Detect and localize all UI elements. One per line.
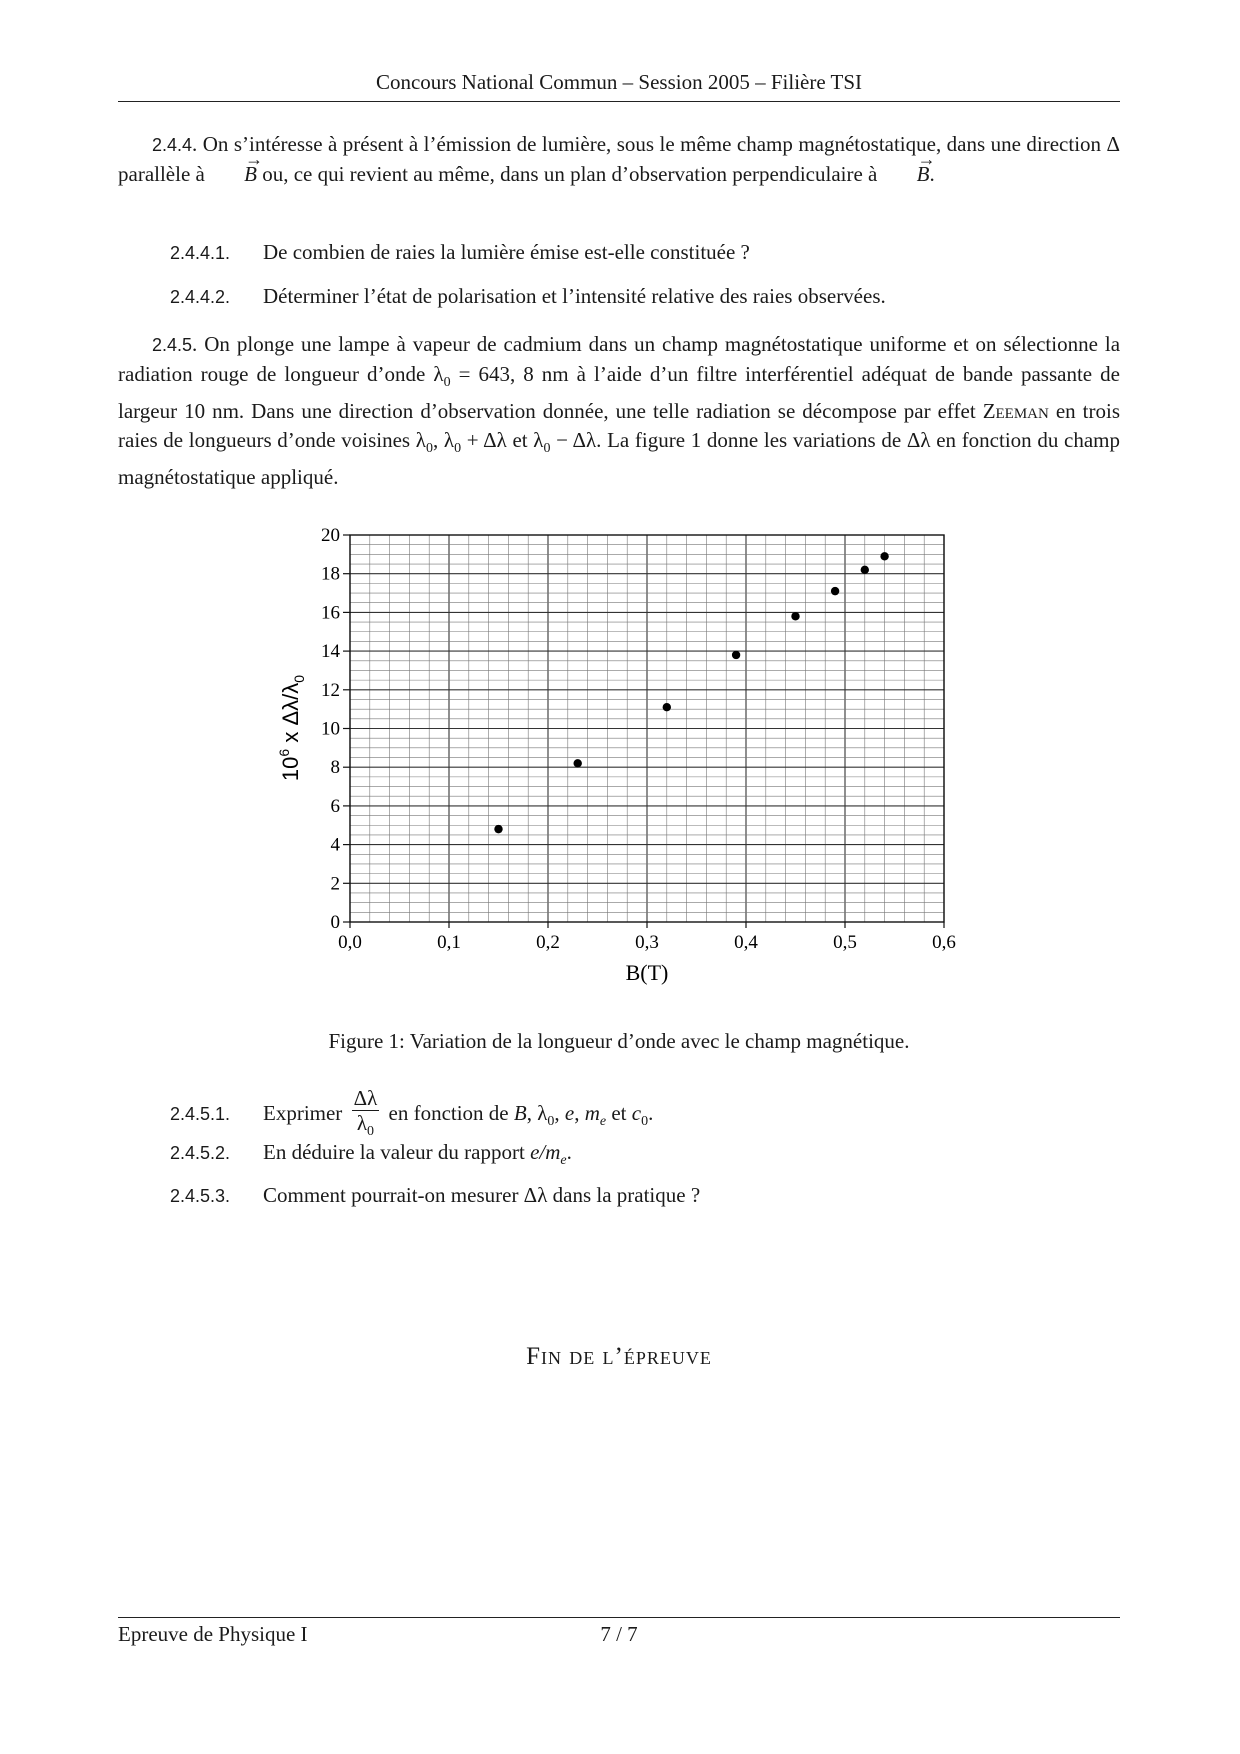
question-2-4-5-3 xyxy=(170,1181,1120,1210)
subscript: 0 xyxy=(443,374,451,390)
wavelength-value: = 643, 8 nm xyxy=(450,361,569,386)
period: . xyxy=(929,161,935,186)
period: . xyxy=(648,1100,654,1125)
question-text-a: On plonge une lampe à vapeur de cadmium dans un champ magnétostatique uniforme et on sélectionne la radiation rouge de longueur d’onde λ xyxy=(118,332,1121,386)
data-point xyxy=(663,703,671,711)
question-2-4-4-1 xyxy=(170,238,1120,267)
question-text-d: , λ xyxy=(432,427,455,452)
fraction-numerator: Δλ xyxy=(353,1086,378,1110)
y-tick-labels xyxy=(321,525,341,933)
x-tick-label: 0,0 xyxy=(338,932,362,953)
symbol-b: B xyxy=(513,1100,527,1125)
vector-b: → B xyxy=(210,160,257,189)
data-point xyxy=(831,587,839,595)
question-text: Comment pourrait-on mesurer Δλ dans la pratique ? xyxy=(263,1183,701,1207)
y-tick-label: 18 xyxy=(321,563,340,585)
separator: et xyxy=(606,1100,632,1125)
x-tick-label: 0,4 xyxy=(734,932,758,953)
question-number: 2.4.4.2. xyxy=(170,287,231,307)
question-2-4-5: 2.4.5. On plonge une lampe à vapeur de cadmium dans un champ magnétostatique uniforme et on sélectionne la radiation rouge de longueur d’onde $\lambda_0 = 643$, 8 nm à l’aide d’un filtre interférentiel adéquat de bande passante de largeur 10 nm. Dans une direction d’observation donnée, une telle radiation se décompose par effet Zeeman en trois raies de longueurs d’onde voisines $\lambda_0$, $\lambda_0 + \Delta\lambda$ et $\lambda_0 - \Delta\lambda$. La figure 1 donne les variations de Δλ en fonction du champ magnétostatique appliqué. xyxy=(118,332,1121,490)
question-text-b: en fonction de xyxy=(383,1100,514,1125)
subscript: 0 xyxy=(454,440,462,456)
separator: , xyxy=(574,1100,585,1125)
y-tick-label: 2 xyxy=(330,873,340,895)
symbol-e: e xyxy=(564,1100,575,1125)
question-2-4-5-2 xyxy=(170,1138,1120,1175)
footer-rule xyxy=(118,1617,1120,1618)
question-text-c: en trois raies de longueurs d’onde voisines λ xyxy=(118,399,1121,452)
question-text-a: Exprimer xyxy=(263,1100,343,1125)
x-tick-label: 0,6 xyxy=(932,932,956,953)
y-tick-label: 20 xyxy=(321,525,340,546)
question-text-b: à l’aide d’un filtre interférentiel adéquat de bande passante de largeur 10 nm. Dans une direction d’observation donnée, une telle radiation se décompose par effet xyxy=(118,361,1120,424)
subscript: 0 xyxy=(425,440,433,456)
period: . xyxy=(566,1140,572,1164)
question-text-f: − Δλ. La figure 1 donne les variations de Δλ en fonction du champ magnétostatique appliqué. xyxy=(118,427,1120,490)
separator: , xyxy=(554,1100,565,1125)
question-text: Déterminer l’état de polarisation et l’intensité relative des raies observées. xyxy=(263,284,886,308)
symbol-m: m xyxy=(584,1100,600,1125)
data-point xyxy=(732,651,740,659)
data-point xyxy=(494,825,502,833)
x-tick-label: 0,3 xyxy=(635,932,659,953)
page-header: Concours National Commun – Session 2005 – Filière TSI xyxy=(375,70,863,94)
subscript: e xyxy=(560,1153,567,1169)
x-tick-labels xyxy=(338,932,956,953)
subscript: 0 xyxy=(547,1114,555,1130)
x-tick-label: 0,1 xyxy=(437,932,461,953)
y-tick-label: 4 xyxy=(330,834,340,856)
y-tick-label: 10 xyxy=(321,718,340,740)
question-text-a: On s’intéresse à présent à l’émission de lumière, sous le même champ magnétostatique, dans une direction Δ parallèle à xyxy=(118,132,1120,186)
question-2-4-4: 2.4.4. On s’intéresse à présent à l’émission de lumière, sous le même champ magnétostatique, dans une direction Δ parallèle à → B ou, ce qui revient au même, dans un plan d’observation perpendiculaire à → B. xyxy=(118,130,1120,188)
vector-b: → B xyxy=(883,160,930,189)
end-title: Fin de l’épreuve xyxy=(526,1343,712,1370)
question-number: 2.4.5.1. xyxy=(170,1103,231,1124)
footer-exam-name: Epreuve de Physique I xyxy=(118,1622,308,1646)
chart-grid xyxy=(350,535,944,922)
question-text-b: ou, ce qui revient au même, dans un plan d’observation perpendiculaire à xyxy=(256,161,883,186)
subscript: e xyxy=(599,1114,607,1130)
question-number: 2.4.5.3. xyxy=(170,1186,231,1206)
data-point xyxy=(861,566,869,574)
data-point xyxy=(574,759,582,767)
question-text: De combien de raies la lumière émise est-elle constituée ? xyxy=(263,240,750,264)
data-point xyxy=(880,552,888,560)
data-point xyxy=(791,612,799,620)
question-number: 2.4.4.1. xyxy=(170,243,231,263)
zeeman-chart xyxy=(260,520,980,1000)
footer-page-number: 7 / 7 xyxy=(600,1622,638,1646)
question-number: 2.4.5 xyxy=(152,335,193,355)
data-points xyxy=(494,552,889,833)
y-tick-label: 16 xyxy=(321,602,340,624)
subscript: 0 xyxy=(543,440,551,456)
y-tick-label: 6 xyxy=(330,795,340,817)
y-tick-label: 0 xyxy=(330,912,340,933)
question-text: En déduire la valeur du rapport xyxy=(263,1140,531,1164)
fraction-denominator: $\lambda_0$ xyxy=(356,1111,374,1140)
header-rule xyxy=(118,101,1120,102)
fraction-delta-lambda xyxy=(352,1086,380,1144)
question-2-4-4-2 xyxy=(170,282,1120,311)
y-tick-label: 12 xyxy=(321,679,340,701)
question-text-e: + Δλ et λ xyxy=(461,427,544,452)
y-tick-label: 8 xyxy=(330,757,340,779)
question-number: 2.4.5.2. xyxy=(170,1143,231,1163)
question-number: 2.4.4 xyxy=(152,135,193,155)
x-axis-label: B(T) xyxy=(625,960,669,985)
question-2-4-5-1 xyxy=(170,1086,1120,1144)
separator: , λ xyxy=(526,1100,548,1125)
zeeman-name: Zeeman xyxy=(982,399,1049,424)
figure-caption: Figure 1: Variation de la longueur d’onde avec le champ magnétique. xyxy=(328,1029,910,1053)
ratio-e-me: e/m xyxy=(530,1140,561,1164)
symbol-c: c xyxy=(631,1100,642,1125)
subscript: 0 xyxy=(641,1114,649,1130)
y-axis-label: $10^6$ x $\Delta\lambda/\lambda_0$ xyxy=(276,674,307,782)
x-tick-label: 0,5 xyxy=(833,932,857,953)
y-tick-label: 14 xyxy=(321,641,340,663)
axis-ticks xyxy=(343,535,944,928)
x-tick-label: 0,2 xyxy=(536,932,560,953)
